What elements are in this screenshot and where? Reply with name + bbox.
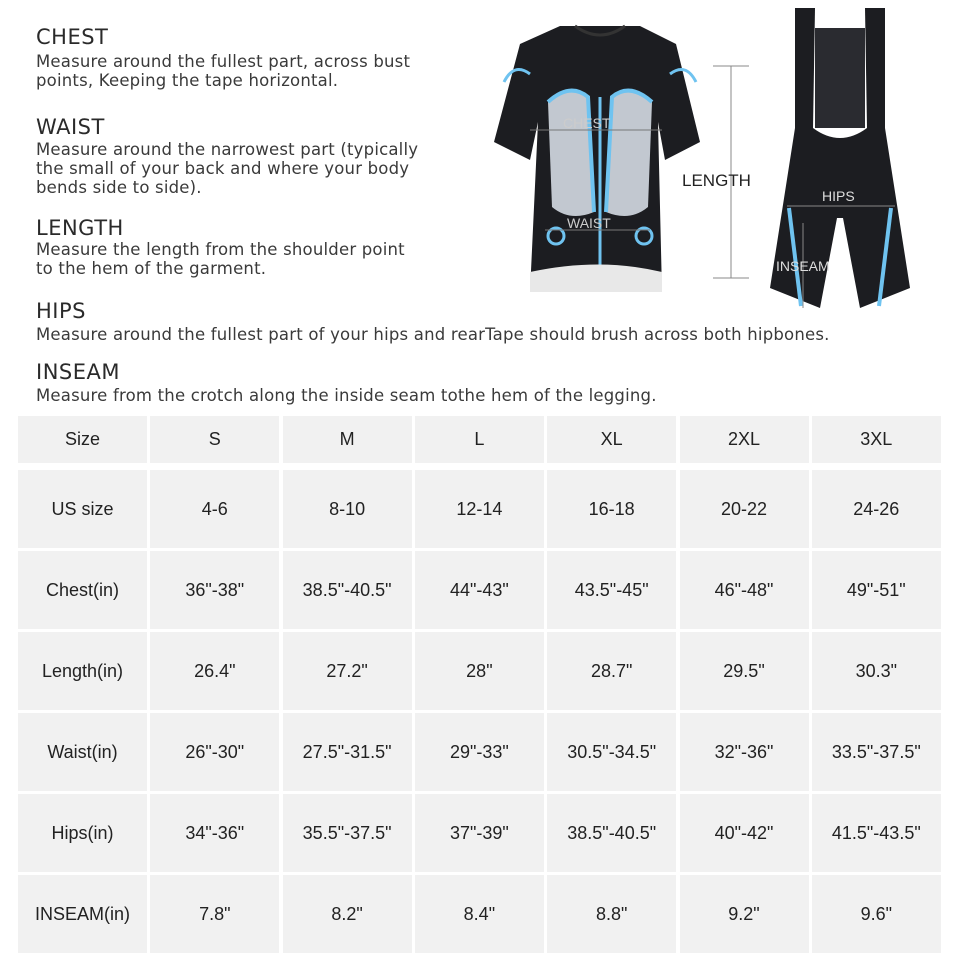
table-cell: 44"-43" — [415, 551, 544, 629]
table-cell: 16-18 — [547, 470, 676, 548]
header-size-2xl: 2XL — [680, 416, 809, 463]
header-size-m: M — [283, 416, 412, 463]
table-cell: 46"-48" — [680, 551, 809, 629]
header-size-xl: XL — [547, 416, 676, 463]
chest-desc: Measure around the fullest part, across bust points, Keeping the tape horizontal. — [36, 52, 411, 90]
row-label: INSEAM(in) — [18, 875, 147, 953]
chest-title: CHEST — [36, 25, 109, 49]
inseam-title: INSEAM — [36, 360, 120, 384]
table-cell: 8-10 — [283, 470, 412, 548]
table-cell: 30.5"-34.5" — [547, 713, 676, 791]
row-label: Waist(in) — [18, 713, 147, 791]
table-cell: 41.5"-43.5" — [812, 794, 941, 872]
table-cell: 35.5"-37.5" — [283, 794, 412, 872]
header-size-3xl: 3XL — [812, 416, 941, 463]
table-cell: 38.5"-40.5" — [547, 794, 676, 872]
length-desc: Measure the length from the shoulder point to the hem of the garment. — [36, 240, 405, 278]
table-cell: 34"-36" — [150, 794, 279, 872]
table-cell: 8.8" — [547, 875, 676, 953]
table-cell: 30.3" — [812, 632, 941, 710]
waist-desc: Measure around the narrowest part (typically the small of your back and where your body bends side to side). — [36, 140, 419, 197]
table-cell: 33.5"-37.5" — [812, 713, 941, 791]
header-size-l: L — [415, 416, 544, 463]
table-cell: 37"-39" — [415, 794, 544, 872]
table-cell: 36"-38" — [150, 551, 279, 629]
table-cell: 20-22 — [680, 470, 809, 548]
table-cell: 32"-36" — [680, 713, 809, 791]
table-cell: 29.5" — [680, 632, 809, 710]
table-cell: 8.2" — [283, 875, 412, 953]
table-cell: 26"-30" — [150, 713, 279, 791]
size-chart-table — [18, 416, 941, 954]
inseam-desc: Measure from the crotch along the inside seam tothe hem of the legging. — [36, 386, 657, 405]
table-cell: 4-6 — [150, 470, 279, 548]
jersey-illustration — [490, 22, 710, 304]
hips-title: HIPS — [36, 299, 86, 323]
waist-title: WAIST — [36, 115, 105, 139]
table-cell: 49"-51" — [812, 551, 941, 629]
header-size-s: S — [150, 416, 279, 463]
table-cell: 9.2" — [680, 875, 809, 953]
length-title: LENGTH — [36, 216, 124, 240]
chest-diagram-label: CHEST — [563, 115, 611, 131]
header-size-label: Size — [18, 416, 147, 463]
table-cell: 8.4" — [415, 875, 544, 953]
table-cell: 27.5"-31.5" — [283, 713, 412, 791]
table-cell: 9.6" — [812, 875, 941, 953]
table-cell: 27.2" — [283, 632, 412, 710]
row-label: Chest(in) — [18, 551, 147, 629]
inseam-diagram-label: INSEAM — [776, 258, 830, 274]
row-label: US size — [18, 470, 147, 548]
hips-desc: Measure around the fullest part of your hips and rearTape should brush across both hipbones. — [36, 325, 830, 344]
table-cell: 26.4" — [150, 632, 279, 710]
table-cell: 43.5"-45" — [547, 551, 676, 629]
table-cell: 29"-33" — [415, 713, 544, 791]
waist-diagram-label: WAIST — [567, 215, 611, 231]
table-cell: 38.5"-40.5" — [283, 551, 412, 629]
table-cell: 28.7" — [547, 632, 676, 710]
table-cell: 24-26 — [812, 470, 941, 548]
table-cell: 28" — [415, 632, 544, 710]
row-label: Length(in) — [18, 632, 147, 710]
hips-diagram-label: HIPS — [822, 188, 855, 204]
row-label: Hips(in) — [18, 794, 147, 872]
table-cell: 12-14 — [415, 470, 544, 548]
table-cell: 40"-42" — [680, 794, 809, 872]
table-cell: 7.8" — [150, 875, 279, 953]
length-diagram-label: LENGTH — [682, 171, 751, 190]
